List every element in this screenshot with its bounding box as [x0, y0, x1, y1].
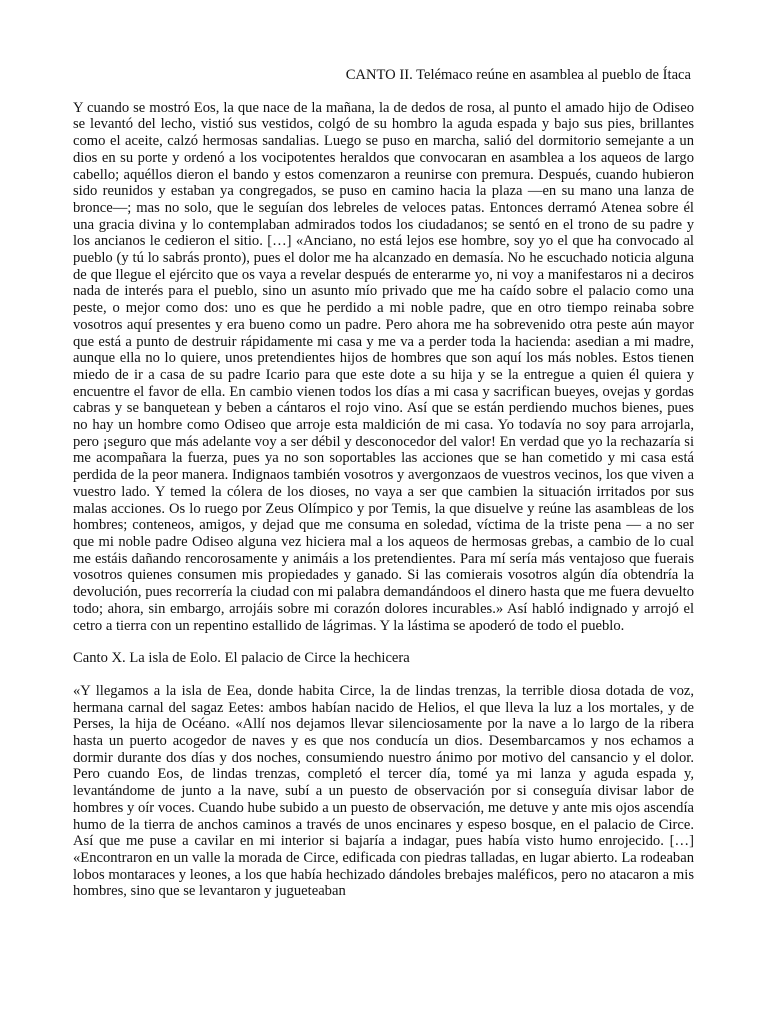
canto-x-heading: Canto X. La isla de Eolo. El palacio de Circe la hechicera	[73, 650, 410, 667]
canto-x-paragraph: «Y llegamos a la isla de Eea, donde habita Circe, la de lindas trenzas, la terrible diosa dotada de voz, hermana carnal del sagaz Eetes: ambos habían nacido de Helios, el que lleva la luz a los mortales, y de Perses, la hija de Océano. «Allí nos dejamos llevar silenciosamente por la nave a lo largo de la ribera hasta un puerto acogedor de naves y es que nos conducía un dios. Desembarcamos y nos echamos a dormir durante dos días y dos noches, consumiendo nuestro ánimo por motivo del cansancio y el dolor. Pero cuando Eos, de lindas trenzas, completó el tercer día, tomé ya mi lanza y aguda espada y, levantándome de junto a la nave, subí a un puesto de observación por si conseguía divisar labor de hombres y oír voces. Cuando hube subido a un puesto de observación, me detuve y ante mis ojos ascendía humo de la tierra de anchos caminos a través de unos encinares y espeso bosque, en el palacio de Circe. Así que me puse a cavilar en mi interior si bajaría a indagar, pues había visto humo enrojecido. […] «Encontraron en un valle la morada de Circe, edificada con piedras talladas, en lugar abierto. La rodeaban lobos montaraces y leones, a los que había hechizado dándoles brebajes maléficos, pero no atacaron a mis hombres, sino que se levantaron y jugueteaban	[73, 682, 694, 900]
document-page	[73, 67, 694, 900]
canto-ii-heading: CANTO II. Telémaco reúne en asamblea al pueblo de Ítaca	[345, 67, 691, 83]
canto-ii-paragraph: Y cuando se mostró Eos, la que nace de la mañana, la de dedos de rosa, al punto el amado hijo de Odiseo se levantó del lecho, vistió sus vestidos, colgó de su hombro la aguda espada y bajo sus pies, brillantes como el aceite, calzó hermosas sandalias. Luego se puso en marcha, salió del dormitorio semejante a un dios en su porte y ordenó a los vocipotentes heraldos que convocaran en asamblea a los aqueos de largo cabello; aquéllos dieron el bando y estos comenzaron a reunirse con premura. Después, cuando hubieron sido reunidos y estaban ya congregados, se puso en camino hacia la plaza —en su mano una lanza de bronce—; mas no solo, que le seguían dos lebreles de veloces patas. Entonces derramó Atenea sobre él una gracia divina y lo contemplaban admirados todos los ciudadanos; se sentó en el trono de su padre y los ancianos le cedieron el sitio. […] «Anciano, no está lejos ese hombre, soy yo el que ha convocado al pueblo (y tú lo sabrás pronto), pues el dolor me ha alcanzado en demasía. No he escuchado noticia alguna de que llegue el ejército que os vaya a revelar después de enterarme yo, ni voy a manifestaros ni a deciros nada de interés para el pueblo, sino un asunto mío privado que me ha caído sobre el palacio como una peste, o mejor como dos: uno es que he perdido a mi noble padre, que en otro tiempo reinaba sobre vosotros aquí presentes y era bueno como un padre. Pero ahora me ha sobrevenido otra peste aún mayor que está a punto de destruir rápidamente mi casa y me va a perder toda la hacienda: asedian a mi madre, aunque ella no lo quiere, unos pretendientes hijos de hombres que son aquí los más nobles. Estos tienen miedo de ir a casa de su padre Icario para que este dote a su hija y se la entregue a quien él quiera y encuentre el favor de ella. En cambio vienen todos los días a mi casa y sacrifican bueyes, ovejas y gordas cabras y se banquetean y beben a cántaros el rojo vino. Así que se están perdiendo muchos bienes, pues no hay un hombre como Odiseo que arroje esta maldición de mi casa. Yo todavía no soy para arrojarla, pero ¡seguro que más adelante voy a ser débil y desconocedor del valor! En verdad que yo la rechazaría si me acompañara la fuerza, pues ya no son soportables las acciones que se han cometido y mi casa está perdida de la peor manera. Indignaos también vosotros y avergonzaos de vuestros vecinos, los que viven a vuestro lado. Y temed la cólera de los dioses, no vaya a ser que cambien la situación irritados por sus malas acciones. Os lo ruego por Zeus Olímpico y por Temis, la que disuelve y reúne las asambleas de los hombres; conteneos, amigos, y dejad que me consuma en soledad, víctima de la triste pena — a no ser que mi noble padre Odiseo alguna vez hiciera mal a los aqueos de hermosas grebas, a cambio de lo cual me estáis dañando rencorosamente y animáis a los pretendientes. Para mí sería más ventajoso que fuerais vosotros quienes consumen mis propiedades y ganado. Si las comierais vosotros algún día obtendría la devolución, pues recorrería la ciudad con mi palabra demandándoos el dinero hasta que me fuera devuelto todo; ahora, sin embargo, arrojáis sobre mi corazón dolores incurables.» Así habló indignado y arrojó el cetro a tierra con un repentino estallido de lágrimas. Y la lástima se apoderó de todo el pueblo.	[73, 99, 694, 634]
